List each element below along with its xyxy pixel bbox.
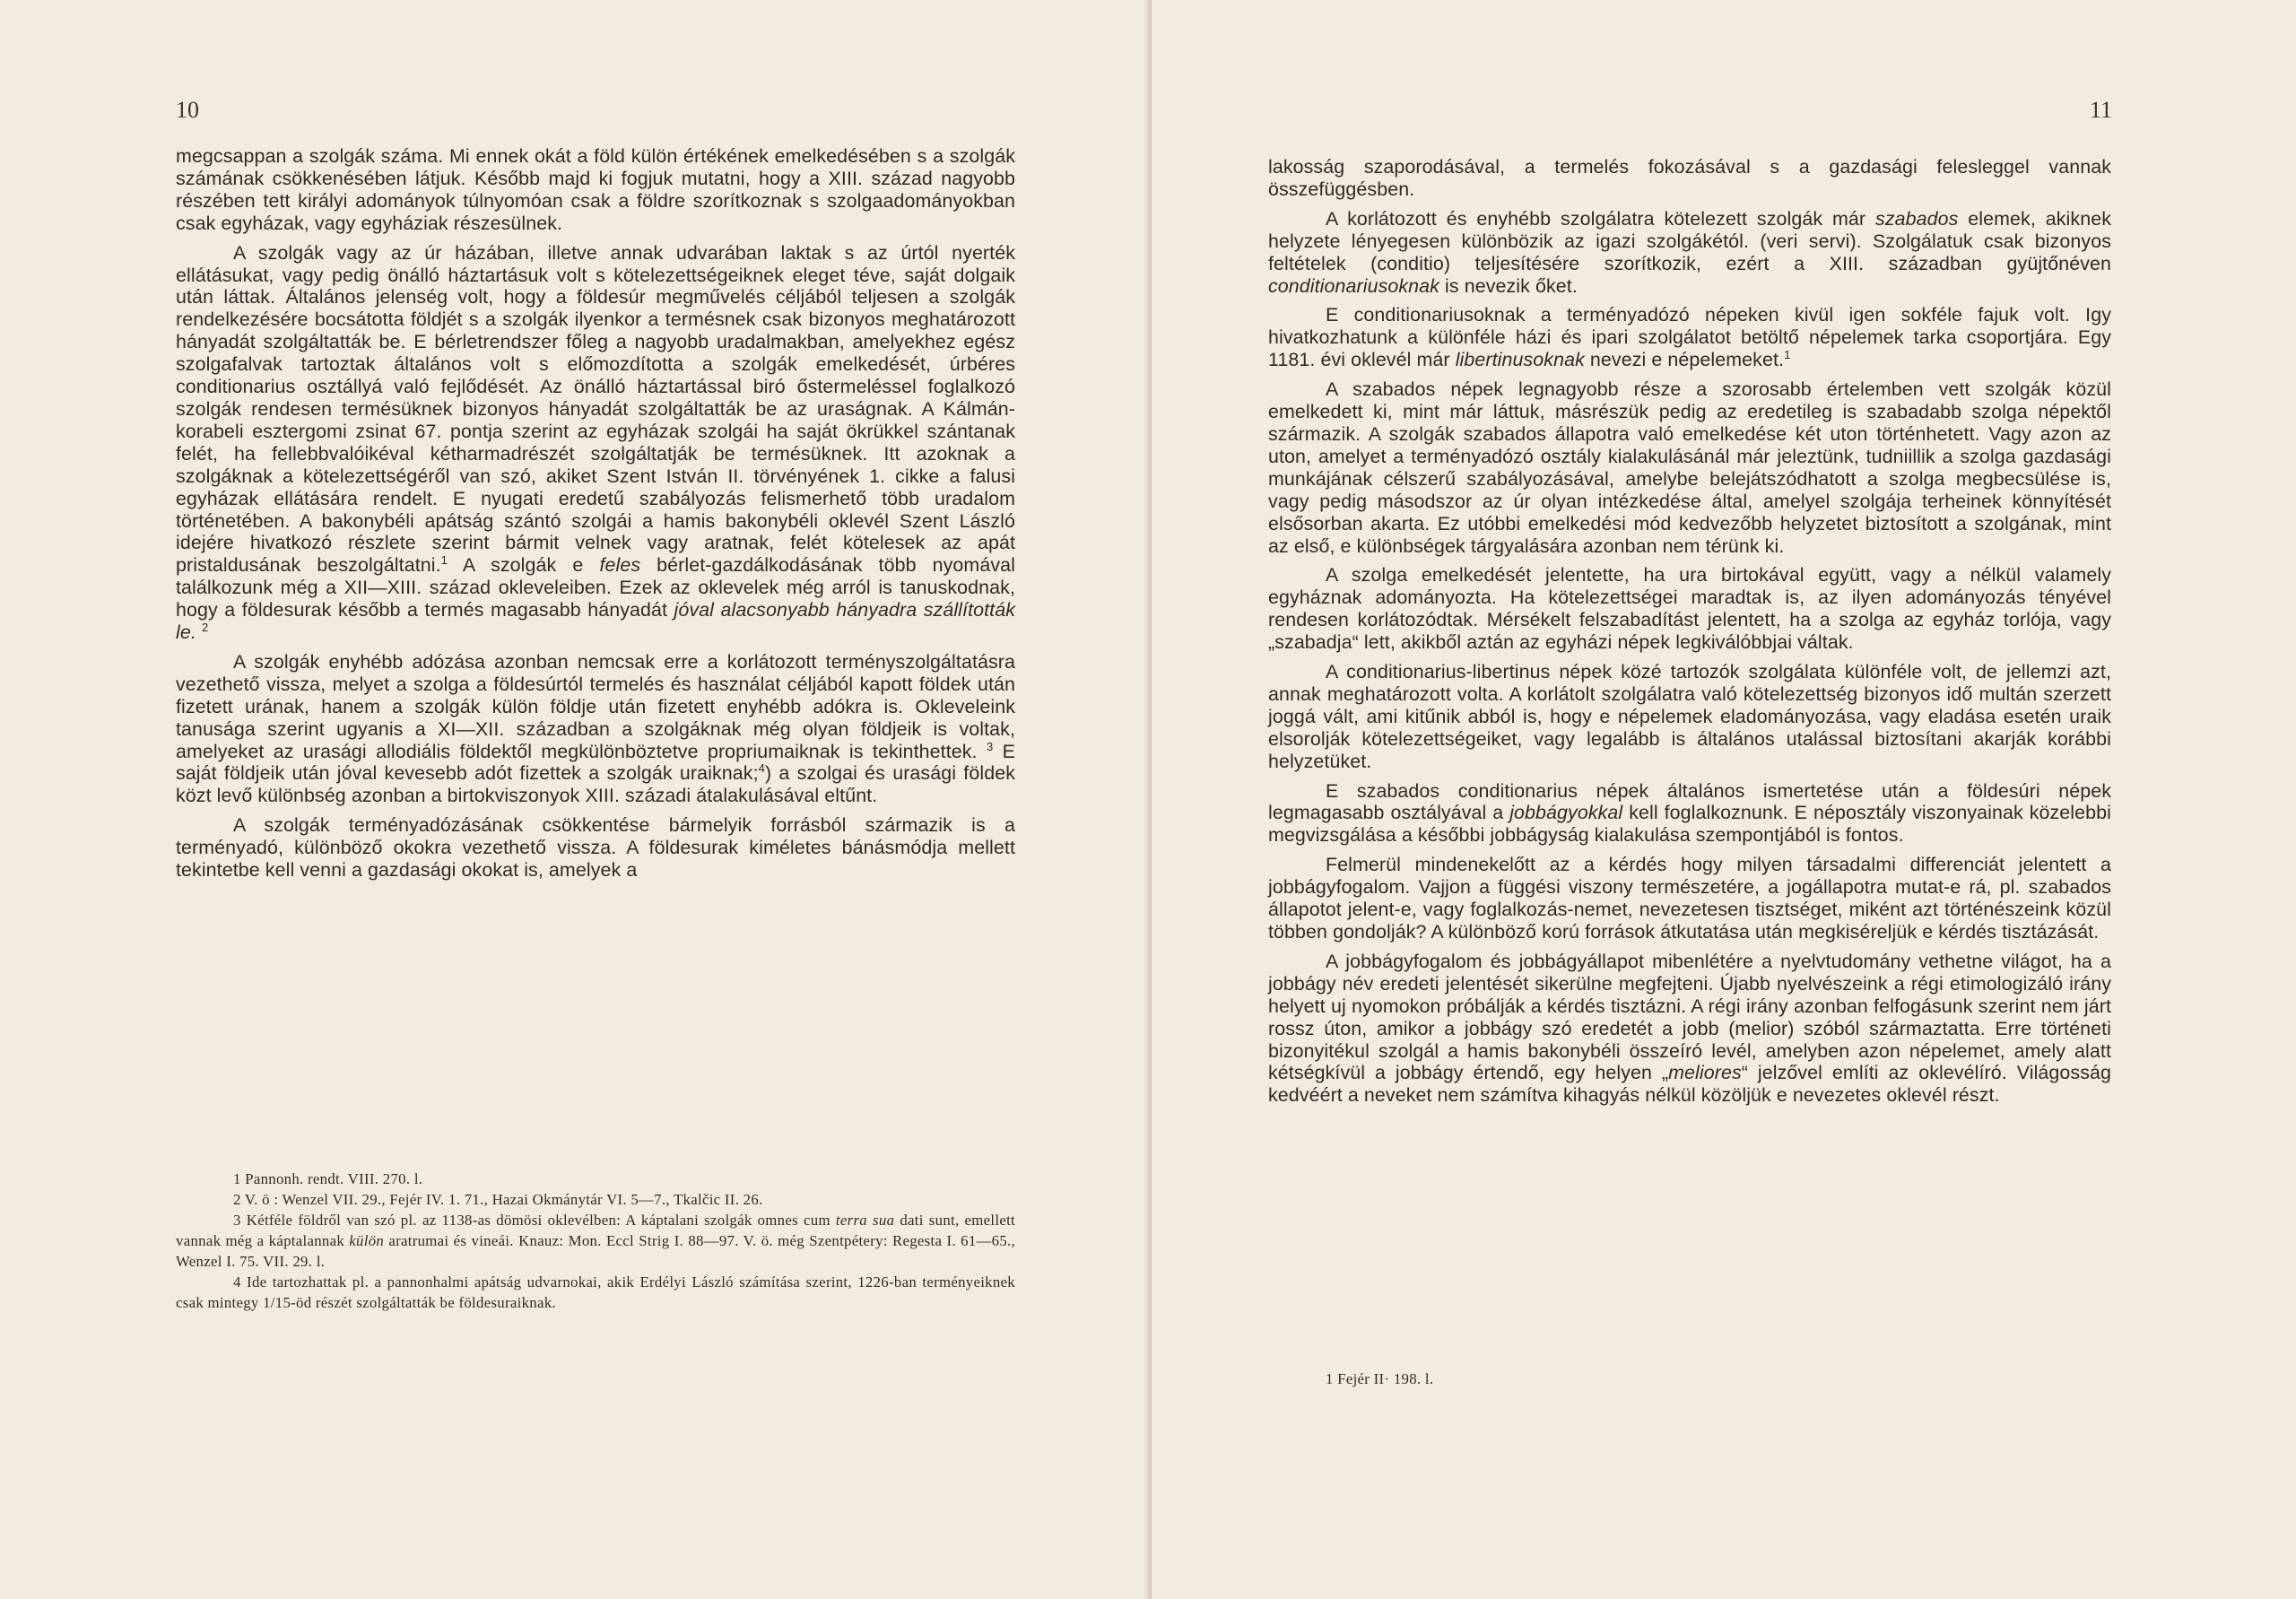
left-page-body — [176, 145, 1015, 882]
footnote-text: aratrumai és vineái. Knauz: Mon. Eccl Strig I. 88—97. V. ö. még Szentpétery: Regesta I. 61—65., Wenzel I. 75. VII. 29. l. — [176, 1232, 1015, 1270]
paragraph — [1268, 208, 2111, 298]
footnote: 1 Pannonh. rendt. VIII. 270. l. — [233, 1170, 423, 1187]
paragraph: A szolgák terményadózásának csökkentése bármelyik forrásból származik is a terményadó, különböző okokra vezethető vissza. A földesurak kiméletes bánásmódja mellett tekintetbe kell venni a gazdasági okokat is, amelyek a — [176, 814, 1015, 882]
right-page-body — [1268, 156, 2111, 1107]
paragraph: megcsappan a szolgák száma. Mi ennek okát a föld külön értékének emelkedésében s a szolgák számának csökkenésében látjuk. Később majd ki fogjuk mutatni, hogy a XIII. század nagyobb részében tett királyi adományok túlnyomóan csak a földre szorítkoznak s szolgaadományokban csak egyházak, vagy egyháziak részesülnek. — [176, 145, 1015, 234]
paragraph-text: nevezi e népelemeket. — [1584, 349, 1785, 371]
paragraph-text: A szolgák enyhébb adózása azonban nemcsak erre a korlátozott terményszolgáltatásra vezethető vissza, melyet a szolga a földesúrtól termelés és használat céljából kapott földek után fizetett urának, hanem a szolgák külön földje után fizetett enyhébb adókra is. Okleveleink tanusága szerint ugyanis a XI—XII. században a szolgáknak még olyan földjeik is voltak, amelyeket az urasági allodiális földektől megkülönböztetve propriumaiknak is tekinthettek. — [176, 650, 1015, 762]
paragraph: A szabados népek legnagyobb része a szorosabb értelemben vett szolgák közül emelkedett ki, mint már láttuk, másrészük pedig az eredetileg is szabadabb szolga népektől származik. A szolgák szabados állapotra való emelkedése két uton történhetett. Vagy azon az uton, amelyet a terményadózó osztály kialakulásánál már jeleztünk, tudniillik a szolga gazdasági munkájának célszerű szabályozásával, amelybe belejátszódhatott a szolga megbecsülése is, vagy pedig másodszor az úr olyan intézkedése által, amelyel szolgája terheinek könnyítését elsősorban akarta. Ez utóbbi emelkedési mód kedvezőbb helyzetet biztosított a szolgának, mint az első, e különbségek tárgyalására azonban nem térünk ki. — [1268, 378, 2111, 557]
page-number: 10 — [176, 97, 199, 123]
paragraph-text: E saját földjeik után jóval kevesebb adót fizettek a szolgák uraiknak; — [176, 740, 1015, 785]
footnote-ref: 1 — [440, 553, 448, 568]
emphasis: külön — [349, 1232, 385, 1249]
paragraph — [176, 242, 1015, 644]
paragraph: Felmerül mindenekelőtt az a kérdés hogy milyen társadalmi differenciát jelentett a jobbágyfogalom. Vajjon a függési viszony természetére, a jogállapotra mutat-e rá, pl. szabados állapotot jelent-e, vagy foglalkozás-nemet, nevezetesen tisztséget, miként azt történészeink közül többen gondolják? A különböző korú források átkutatása után megkiséreljük e kérdés tisztázását. — [1268, 854, 2111, 943]
emphasis: meliores — [1668, 1062, 1742, 1084]
emphasis: conditionariusoknak — [1268, 274, 1439, 297]
footnote: 2 V. ö : Wenzel VII. 29., Fejér IV. 1. 71., Hazai Okmánytár VI. 5—7., Tkalčic II. 26. — [233, 1191, 763, 1208]
footnote: 1 Fejér II· 198. l. — [1326, 1370, 1434, 1387]
paragraph-text: E szabados conditionarius népek általános ismertetése után a földesúri népek legmagasabb osztályával a — [1268, 779, 2111, 824]
paragraph: lakosság szaporodásával, a termelés fokozásával s a gazdasági felesleggel vannak összefüggésben. — [1268, 156, 2111, 200]
footnote-ref: 2 — [201, 620, 209, 634]
emphasis: feles — [599, 554, 641, 577]
paragraph — [1268, 780, 2111, 847]
paragraph-text: A jobbágyfogalom és jobbágyállapot mibenlétére a nyelvtudomány vethetne világot, ha a jobbágy név eredeti jelentését sikerülne megfejteni. Újabb nyelvészeink a régi etimologizáló irány helyett uj nyomokon próbálják a kérdés tisztázni. A régi irány azonban felfogásunk szerint nem járt rossz úton, amikor a jobbágy szó eredetét a jobb (melior) szóból származtatta. Erre történeti bizonyitékul szolgál a hamis bakonybéli összeíró levél, amelyben azon népelemet, amely alatt kétségkívül a jobbágy értendő, egy helyen „ — [1268, 950, 2111, 1084]
footnote-ref: 4 — [758, 761, 765, 776]
paragraph-text: ) a szolgai és urasági földek közt levő különbség azonban a birtokviszonyok XIII. századi átalakulásával eltűnt. — [176, 762, 1015, 807]
page-number: 11 — [2090, 97, 2113, 123]
paragraph — [1268, 304, 2111, 371]
footnote: 4 Ide tartozhattak pl. a pannonhalmi apátság udvarnokai, akik Erdélyi László számítása szerint, 1226-ban terményeiknek csak mintegy 1/15-öd részét szolgáltatták be földesuraiknak. — [176, 1273, 1015, 1311]
footnote-ref: 3 — [986, 739, 994, 753]
paragraph-text: A korlátozott és enyhébb szolgálatra kötelezett szolgák már — [1326, 207, 1876, 230]
paragraph-text: bérlet-gazdálkodásának több nyomával találkozunk még a XII—XIII. század okleveleiben. Ezek az oklevelek még arról is tanuskodnak, hogy a földesurak később a termés magasabb hányadát — [176, 554, 1015, 621]
footnotes — [176, 1169, 1015, 1313]
footnote-ref: 1 — [1784, 348, 1791, 362]
paragraph-text: is nevezik őket. — [1439, 274, 1578, 297]
paragraph — [1268, 951, 2111, 1107]
emphasis: jobbágyokkal — [1509, 802, 1623, 824]
footnotes — [1268, 1369, 2111, 1389]
paragraph-text: E conditionariusoknak a terményadózó népeken kivül igen sokféle fajuk volt. Igy hivatkozhatunk a különféle házi és ipari szolgálatot betöltő népelemek tarka csoportjára. Egy 1181. évi oklevél már — [1268, 304, 2111, 371]
emphasis: terra sua — [835, 1212, 895, 1229]
emphasis: szabados — [1875, 207, 1959, 230]
emphasis: jóval alacsonyabb hányadra szállították le. — [176, 599, 1015, 644]
footnote — [176, 1210, 1015, 1272]
footnote-text: dati sunt, emellett vannak még a káptalannak — [176, 1212, 1015, 1249]
paragraph-text: “ jelzővel említi az oklevélíró. Világosság kedvéért a neveket nem számítva kihagyás nélkül közöljük e nevezetes oklevél részt. — [1268, 1062, 2111, 1107]
paragraph — [176, 651, 1015, 807]
footnote-text: 3 Kétféle földről van szó pl. az 1138-as dömösi oklevélben: A káptalani szolgák omnes cum — [233, 1212, 836, 1229]
paragraph: A conditionarius-libertinus népek közé tartozók szolgálata különféle volt, de jellemzi azt, annak meghatározott volta. A korlátolt szolgálatra való kötelezettség bizonyos idő multán szerzett joggá vált, ami kitűnik abból is, hogy e népelemek eladományozása, vagy eladása esetén uraik elsorolják kötelezettségeiket, vagy legalább is általános utalással biztosítani akarják korábbi helyzetüket. — [1268, 661, 2111, 772]
paragraph-text: elemek, akiknek helyzete lényegesen különbözik az igazi szolgákétól. (veri servi). Szolgálatuk csak bizonyos feltételek (conditio) teljesítésére szorítkozik, ezért a XIII. században gyüjtőnéven — [1268, 207, 2111, 274]
paragraph-text: A szolgák e — [447, 554, 600, 577]
paragraph-text: A szolgák vagy az úr házában, illetve annak udvarában laktak s az úrtól nyerték ellátásukat, vagy pedig önálló háztartásuk volt s kötelezettségeiknek eleget téve, saját dolgaik után láttak. Általános jelenség volt, hogy a földesúr megművelés céljából teljesen a szolgák rendelkezésére bocsátotta földjét s a szolgák ilyenkor a termésnek csak bizonyos meghatározott hányadát szolgáltatták be. E bérletrendszer főleg a nagyobb uradalmakban, amelyekhez egész szolgafalvak tartoztak általános volt s előmozdította a szolgák emelkedését, úrbéres conditionarius osztállyá való fejlődését. Az önálló háztartással biró őstermeléssel foglalkozó szolgák rendesen termésüknek bizonyos hányadát szolgáltatták be az uraságnak. A Kálmán-korabeli esztergomi zsinat 67. pontja szerint az egyházak szolgái ha saját ökrükkel szántanak felét, ha fellebbvalóikéval kétharmadrészét szolgáltatják be termésüknek. Itt azoknak a szolgáknak a kötelezettségéről van szó, akiket Szent István II. törvényének 1. cikke a falusi egyházak ellátására rendelt. E nyugati eredetű szabályozás felismerhető több uradalom történetében. A bakonybéli apátság szántó szolgái a hamis bakonybéli oklevél Szent László idejére hivatkozó részlete szerint bármit velnek vagy aratnak, felét kötelesek az apát pristaldusának beszolgáltatni. — [176, 241, 1015, 577]
paragraph: A szolga emelkedését jelentette, ha ura birtokával együtt, vagy a nélkül valamely egyháznak adományozta. Ha kötelezettségei maradtak is, az ilyen adományozás tényével rendesen korlátozódtak. Mérsékelt felszabadítást jelentett, ha a szolga az egyház torlója, vagy „szabadja“ lett, akikből aztán az egyházi népek legkiválóbbjai váltak. — [1268, 564, 2111, 654]
emphasis: libertinusoknak — [1455, 349, 1585, 371]
paragraph-text: kell foglalkoznunk. E néposztály viszonyainak közelebbi megvizsgálása a későbbi jobbágyság kialakulása szempontjából is fontos. — [1268, 802, 2111, 847]
